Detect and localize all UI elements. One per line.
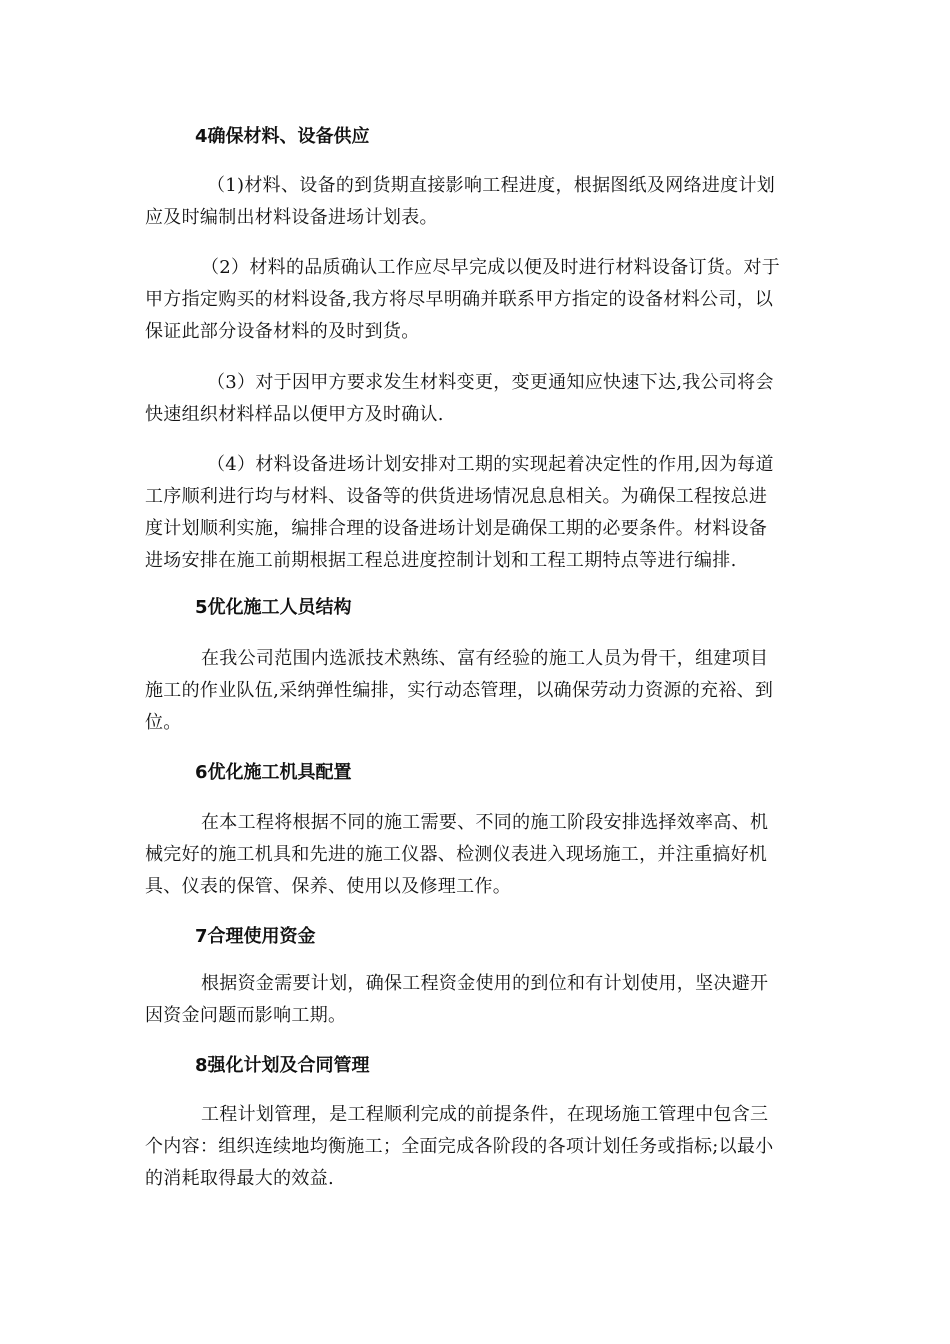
paragraph-line: 因资金问题而影响工期。 [145,1005,347,1026]
paragraph-line: 在我公司范围内选派技术熟练、富有经验的施工人员为骨干，组建项目 [201,648,769,669]
paragraph-line: 工序顺利进行均与材料、设备等的供货进场情况息息相关。为确保工程按总进 [145,486,768,507]
section-heading: 6优化施工机具配置 [195,762,352,783]
paragraph-line: （2）材料的品质确认工作应尽早完成以便及时进行材料设备订货。对于 [201,257,781,278]
section-heading: 5优化施工人员结构 [195,597,352,618]
paragraph-line: 的消耗取得最大的效益. [145,1168,335,1189]
paragraph [145,252,811,348]
paragraph-line: 进场安排在施工前期根据工程总进度控制计划和工程工期特点等进行编排. [145,550,737,571]
paragraph [145,643,811,739]
paragraph-line: 施工的作业队伍,采纳弹性编排，实行动态管理，以确保劳动力资源的充裕、到 [145,680,774,701]
paragraph-line: 位。 [145,712,182,733]
paragraph [145,367,811,431]
paragraph-line: （1)材料、设备的到货期直接影响工程进度，根据图纸及网络进度计划 [207,175,776,196]
paragraph-line: 甲方指定购买的材料设备,我方将尽早明确并联系甲方指定的设备材料公司，以 [145,289,774,310]
paragraph-line: 工程计划管理，是工程顺利完成的前提条件，在现场施工管理中包含三 [201,1104,769,1125]
paragraph-line: 具、仪表的保管、保养、使用以及修理工作。 [145,876,511,897]
paragraph-line: 个内容：组织连续地均衡施工；全面完成各阶段的各项计划任务或指标;以最小 [145,1136,774,1157]
paragraph-line: （3）对于因甲方要求发生材料变更，变更通知应快速下达,我公司将会 [207,372,774,393]
section-heading: 4确保材料、设备供应 [195,126,370,147]
paragraph [145,1099,811,1195]
paragraph-line: （4）材料设备进场计划安排对工期的实现起着决定性的作用,因为每道 [207,454,774,475]
paragraph-line: 在本工程将根据不同的施工需要、不同的施工阶段安排选择效率高、机 [201,812,769,833]
paragraph [145,170,811,234]
section-heading: 8强化计划及合同管理 [195,1055,370,1076]
paragraph [145,968,811,1032]
paragraph-line: 快速组织材料样品以便甲方及时确认. [145,404,444,425]
paragraph-line: 根据资金需要计划，确保工程资金使用的到位和有计划使用，坚决避开 [201,973,769,994]
paragraph-line: 度计划顺利实施，编排合理的设备进场计划是确保工期的必要条件。材料设备 [145,518,768,539]
paragraph-line: 保证此部分设备材料的及时到货。 [145,321,420,342]
section-heading: 7合理使用资金 [195,926,316,947]
paragraph-line: 应及时编制出材料设备进场计划表。 [145,207,438,228]
paragraph [145,449,811,577]
paragraph [145,807,811,903]
paragraph-line: 械完好的施工机具和先进的施工仪器、检测仪表进入现场施工，并注重搞好机 [145,844,768,865]
